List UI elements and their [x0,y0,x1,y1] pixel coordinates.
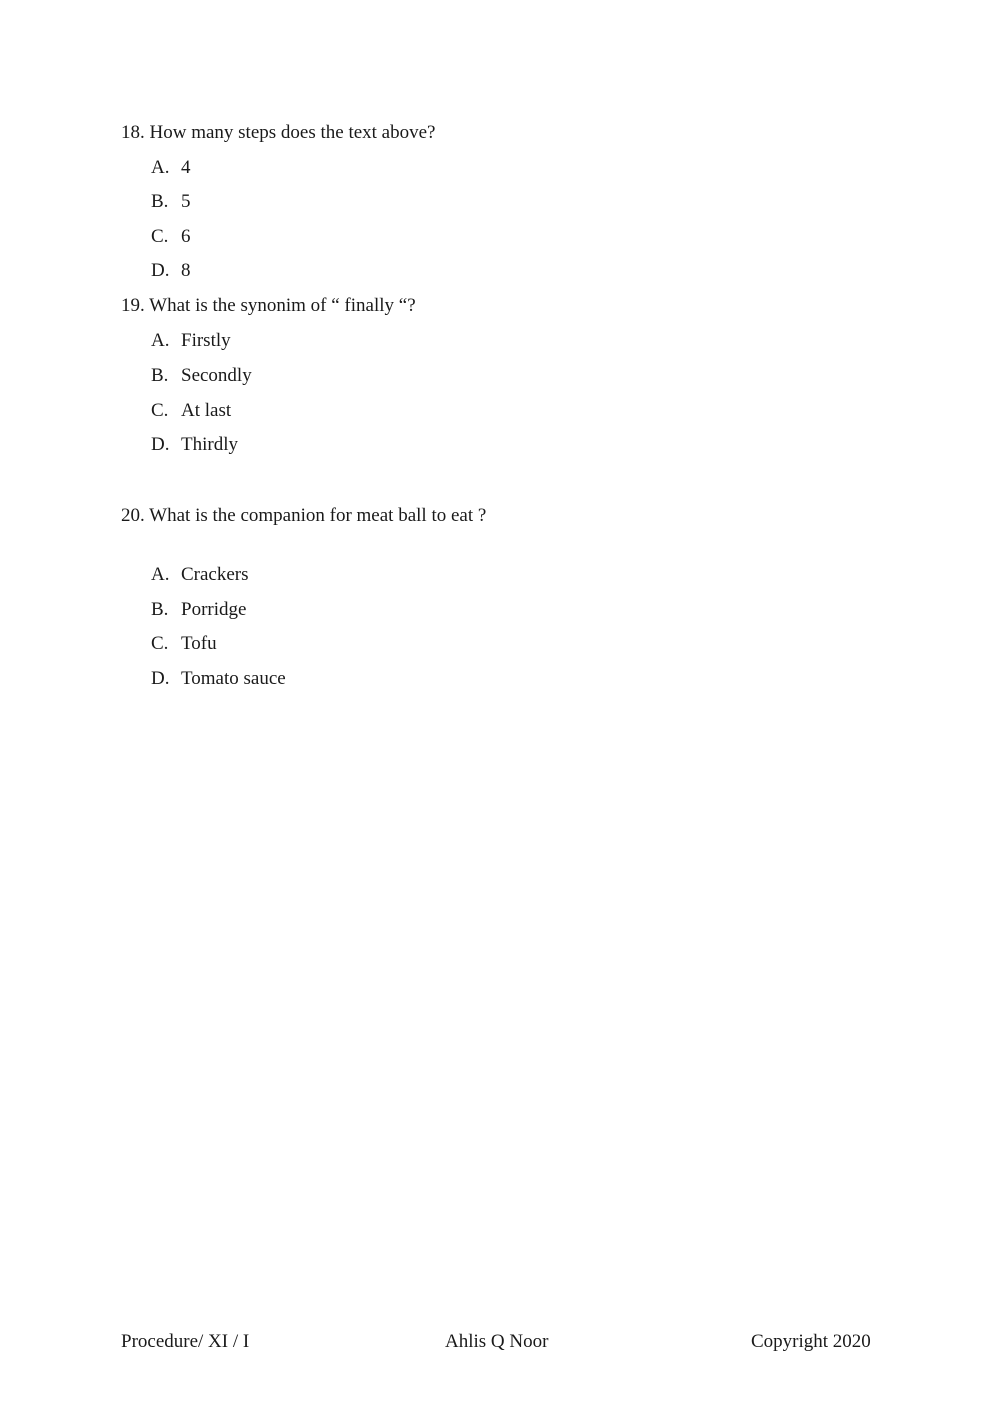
option-text: Thirdly [181,434,238,455]
question-20 [121,505,486,527]
option-letter: A. [151,330,170,351]
option-letter: B. [151,191,169,212]
question-text: How many steps does the text above? [149,122,436,143]
footer-left: Procedure/ XI / I [121,1331,250,1352]
question-18-option-a [151,157,191,179]
question-number: 19. [121,295,145,316]
option-letter: B. [151,365,169,386]
option-letter: D. [151,434,170,455]
option-text: Firstly [181,330,231,351]
option-text: 6 [181,226,191,247]
question-20-option-a [151,564,249,586]
option-letter: A. [151,564,170,585]
question-text: What is the synonim of “ finally “? [149,295,416,316]
question-number: 20. [121,505,145,526]
option-text: Secondly [181,365,252,386]
question-19-option-d [151,434,238,456]
question-text: What is the companion for meat ball to eat ? [149,505,487,526]
option-text: 8 [181,260,191,281]
question-20-option-c [151,633,217,655]
option-text: Tomato sauce [181,668,286,689]
question-20-option-b [151,599,246,621]
option-text: 4 [181,157,191,178]
option-text: Porridge [181,599,247,620]
option-text: Tofu [181,633,217,654]
option-letter: D. [151,260,170,281]
question-18-option-b [151,191,191,213]
option-text: Crackers [181,564,249,585]
option-letter: C. [151,633,169,654]
question-19-option-b [151,365,252,387]
question-18-option-d [151,260,191,282]
question-19-option-c [151,400,231,422]
option-letter: A. [151,157,170,178]
question-19-option-a [151,330,231,352]
question-18-option-c [151,226,191,248]
question-20-option-d [151,668,286,690]
option-letter: C. [151,226,169,247]
question-number: 18. [121,122,145,143]
question-18 [121,122,435,144]
option-letter: D. [151,668,170,689]
option-letter: B. [151,599,169,620]
question-19 [121,295,416,317]
option-text: 5 [181,191,191,212]
option-letter: C. [151,400,169,421]
footer-author: Ahlis Q Noor [445,1331,549,1352]
footer-copyright: Copyright 2020 [751,1331,871,1352]
option-text: At last [181,400,232,421]
